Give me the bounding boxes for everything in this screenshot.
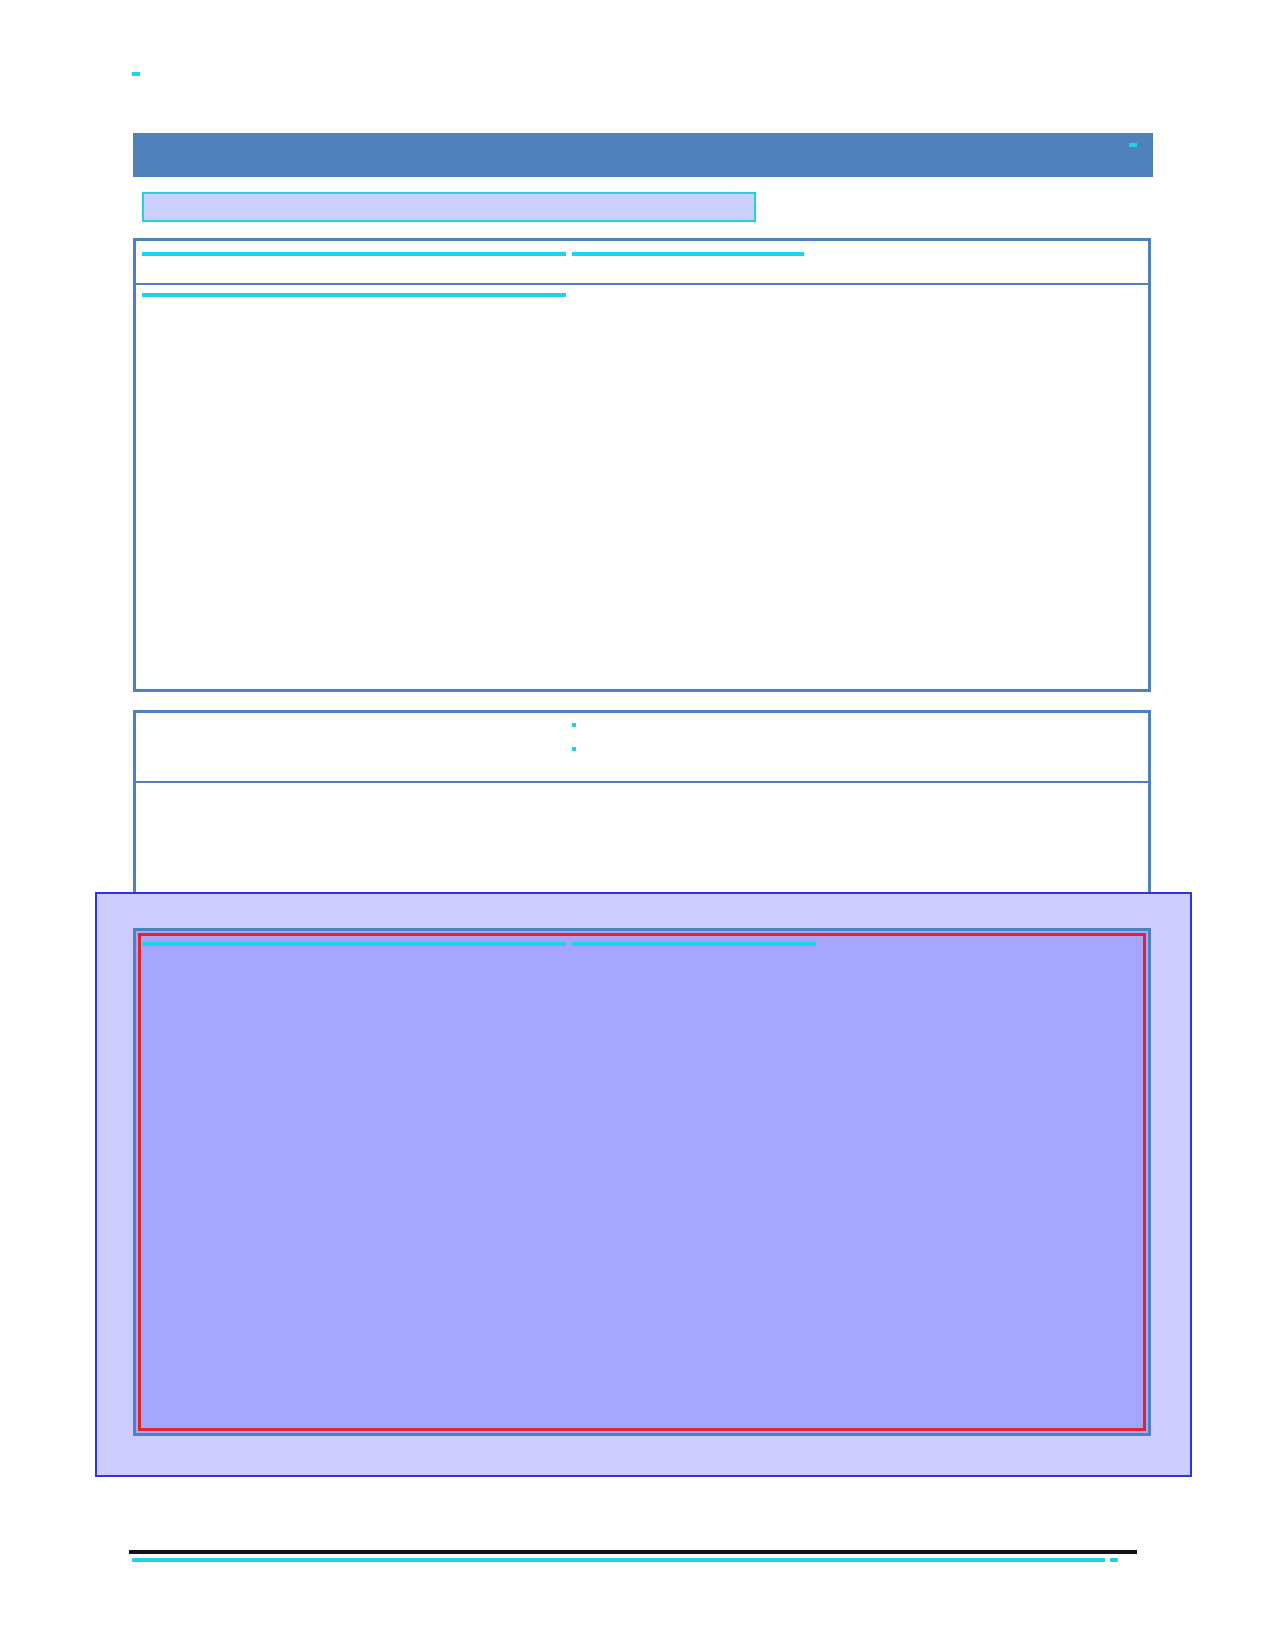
- table-header-row: [136, 713, 1148, 783]
- table-header-row: [136, 241, 1148, 285]
- footer-rule: [129, 1550, 1137, 1554]
- elements-table: [133, 928, 1151, 1436]
- context-list: [574, 293, 1138, 683]
- code-bar: [133, 133, 1153, 177]
- competency-statement-table: [133, 238, 1151, 692]
- table-header-row: [136, 931, 1148, 972]
- selection-frame: [138, 933, 1146, 1431]
- overall-criteria-table: [133, 710, 1151, 912]
- section-titles: [144, 194, 754, 220]
- table-body-row: [136, 285, 1148, 685]
